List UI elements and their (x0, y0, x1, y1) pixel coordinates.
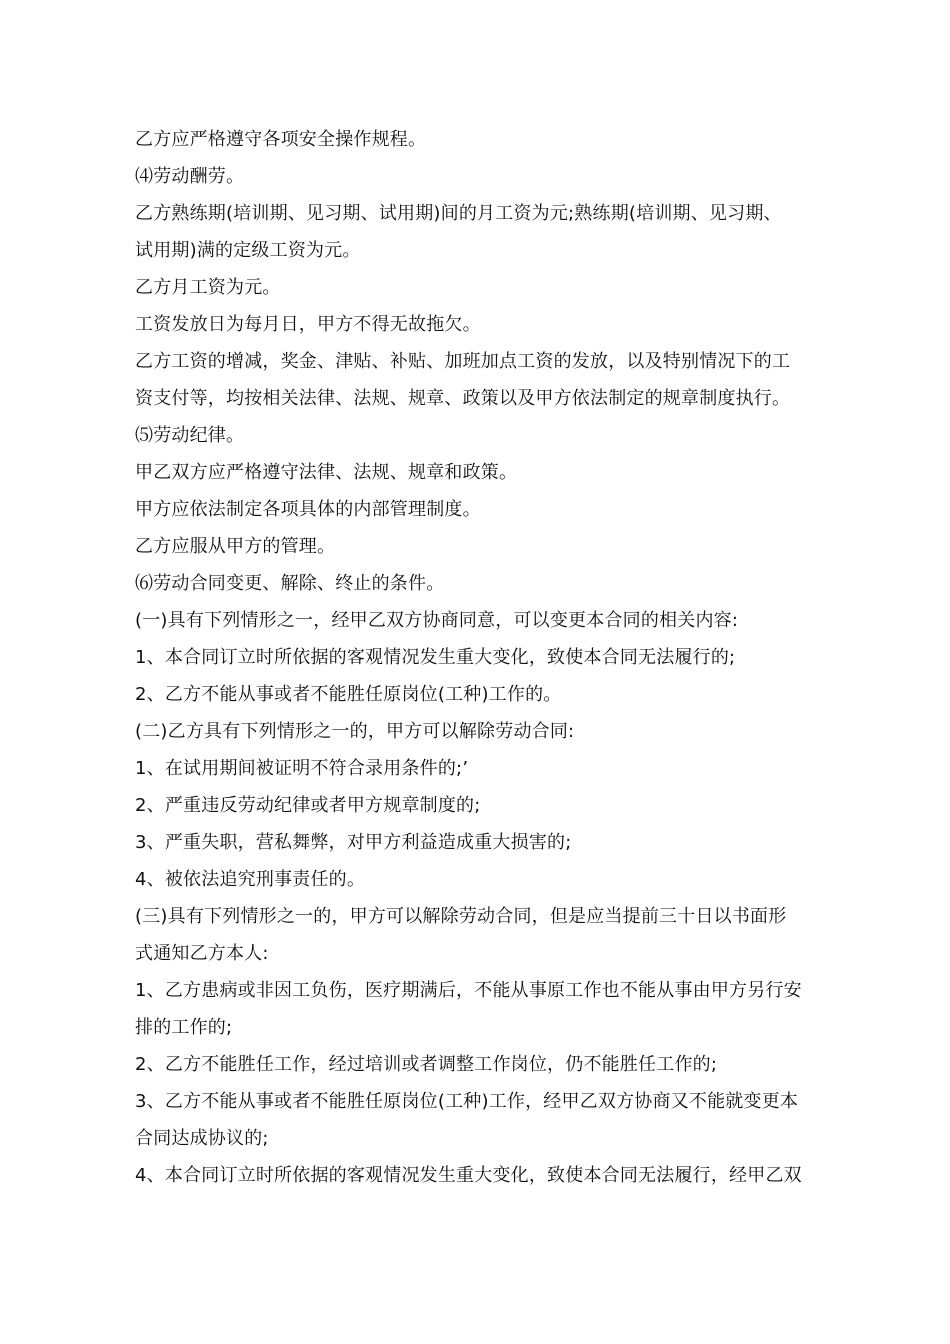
paragraph-line: 乙方月工资为元。 (135, 277, 281, 298)
paragraph-line: 2、严重违反劳动纪律或者甲方规章制度的; (135, 795, 481, 816)
paragraph-line: (一)具有下列情形之一，经甲乙双方协商同意，可以变更本合同的相关内容: (135, 610, 739, 631)
document-paragraph (115, 787, 840, 824)
paragraph-line: 试用期)满的定级工资为元。 (135, 240, 361, 261)
paragraph-line: 甲乙双方应严格遵守法律、法规、规章和政策。 (135, 462, 518, 483)
paragraph-line: 合同达成协议的; (135, 1128, 269, 1149)
paragraph-line: (三)具有下列情形之一的，甲方可以解除劳动合同，但是应当提前三十日以书面形 (135, 906, 787, 927)
paragraph-line: 甲方应依法制定各项具体的内部管理制度。 (135, 499, 481, 520)
paragraph-line: 3、严重失职，营私舞弊，对甲方利益造成重大损害的; (135, 832, 572, 853)
document-paragraph (115, 1083, 840, 1157)
paragraph-line: 2、乙方不能胜任工作，经过培训或者调整工作岗位，仍不能胜任工作的; (135, 1054, 718, 1075)
paragraph-line: (二)乙方具有下列情形之一的，甲方可以解除劳动合同: (135, 721, 575, 742)
paragraph-line: ⑷劳动酬劳。 (135, 166, 245, 187)
paragraph-line: 乙方应严格遵守各项安全操作规程。 (135, 129, 427, 150)
paragraph-line: 3、乙方不能从事或者不能胜任原岗位(工种)工作，经甲乙双方协商又不能就变更本 (135, 1091, 799, 1112)
document-paragraph (115, 417, 840, 454)
document-paragraph (115, 602, 840, 639)
document-body (115, 121, 840, 1194)
paragraph-line: 式通知乙方本人: (135, 943, 269, 964)
paragraph-line: 资支付等，均按相关法律、法规、规章、政策以及甲方依法制定的规章制度执行。 (135, 388, 791, 409)
document-paragraph (115, 491, 840, 528)
paragraph-line: 2、乙方不能从事或者不能胜任原岗位(工种)工作的。 (135, 684, 562, 705)
paragraph-line: 4、本合同订立时所依据的客观情况发生重大变化，致使本合同无法履行，经甲乙双 (135, 1165, 802, 1186)
document-paragraph (115, 269, 840, 306)
document-paragraph (115, 713, 840, 750)
document-paragraph (115, 824, 840, 861)
paragraph-line: 工资发放日为每月日，甲方不得无故拖欠。 (135, 314, 481, 335)
document-paragraph (115, 1157, 840, 1194)
document-paragraph (115, 898, 840, 972)
document-paragraph (115, 639, 840, 676)
paragraph-line: 排的工作的; (135, 1017, 233, 1038)
document-paragraph (115, 306, 840, 343)
document-paragraph (115, 972, 840, 1046)
paragraph-line: 4、被依法追究刑事责任的。 (135, 869, 366, 890)
paragraph-line: ⑹劳动合同变更、解除、终止的条件。 (135, 573, 445, 594)
document-paragraph (115, 195, 840, 269)
paragraph-line: 1、在试用期间被证明不符合录用条件的;’ (135, 758, 469, 779)
paragraph-line: 乙方应服从甲方的管理。 (135, 536, 336, 557)
paragraph-line: 1、本合同订立时所依据的客观情况发生重大变化，致使本合同无法履行的; (135, 647, 736, 668)
document-paragraph (115, 861, 840, 898)
document-paragraph (115, 676, 840, 713)
document-paragraph (115, 565, 840, 602)
paragraph-line: 乙方工资的增减，奖金、津贴、补贴、加班加点工资的发放，以及特别情况下的工 (135, 351, 791, 372)
paragraph-line: 1、乙方患病或非因工负伤，医疗期满后，不能从事原工作也不能从事由甲方另行安 (135, 980, 802, 1001)
paragraph-line: ⑸劳动纪律。 (135, 425, 245, 446)
document-paragraph (115, 454, 840, 491)
document-paragraph (115, 1046, 840, 1083)
paragraph-line: 乙方熟练期(培训期、见习期、试用期)间的月工资为元;熟练期(培训期、见习期、 (135, 203, 782, 224)
document-paragraph (115, 750, 840, 787)
document-paragraph (115, 343, 840, 417)
document-paragraph (115, 158, 840, 195)
document-paragraph (115, 121, 840, 158)
document-paragraph (115, 528, 840, 565)
